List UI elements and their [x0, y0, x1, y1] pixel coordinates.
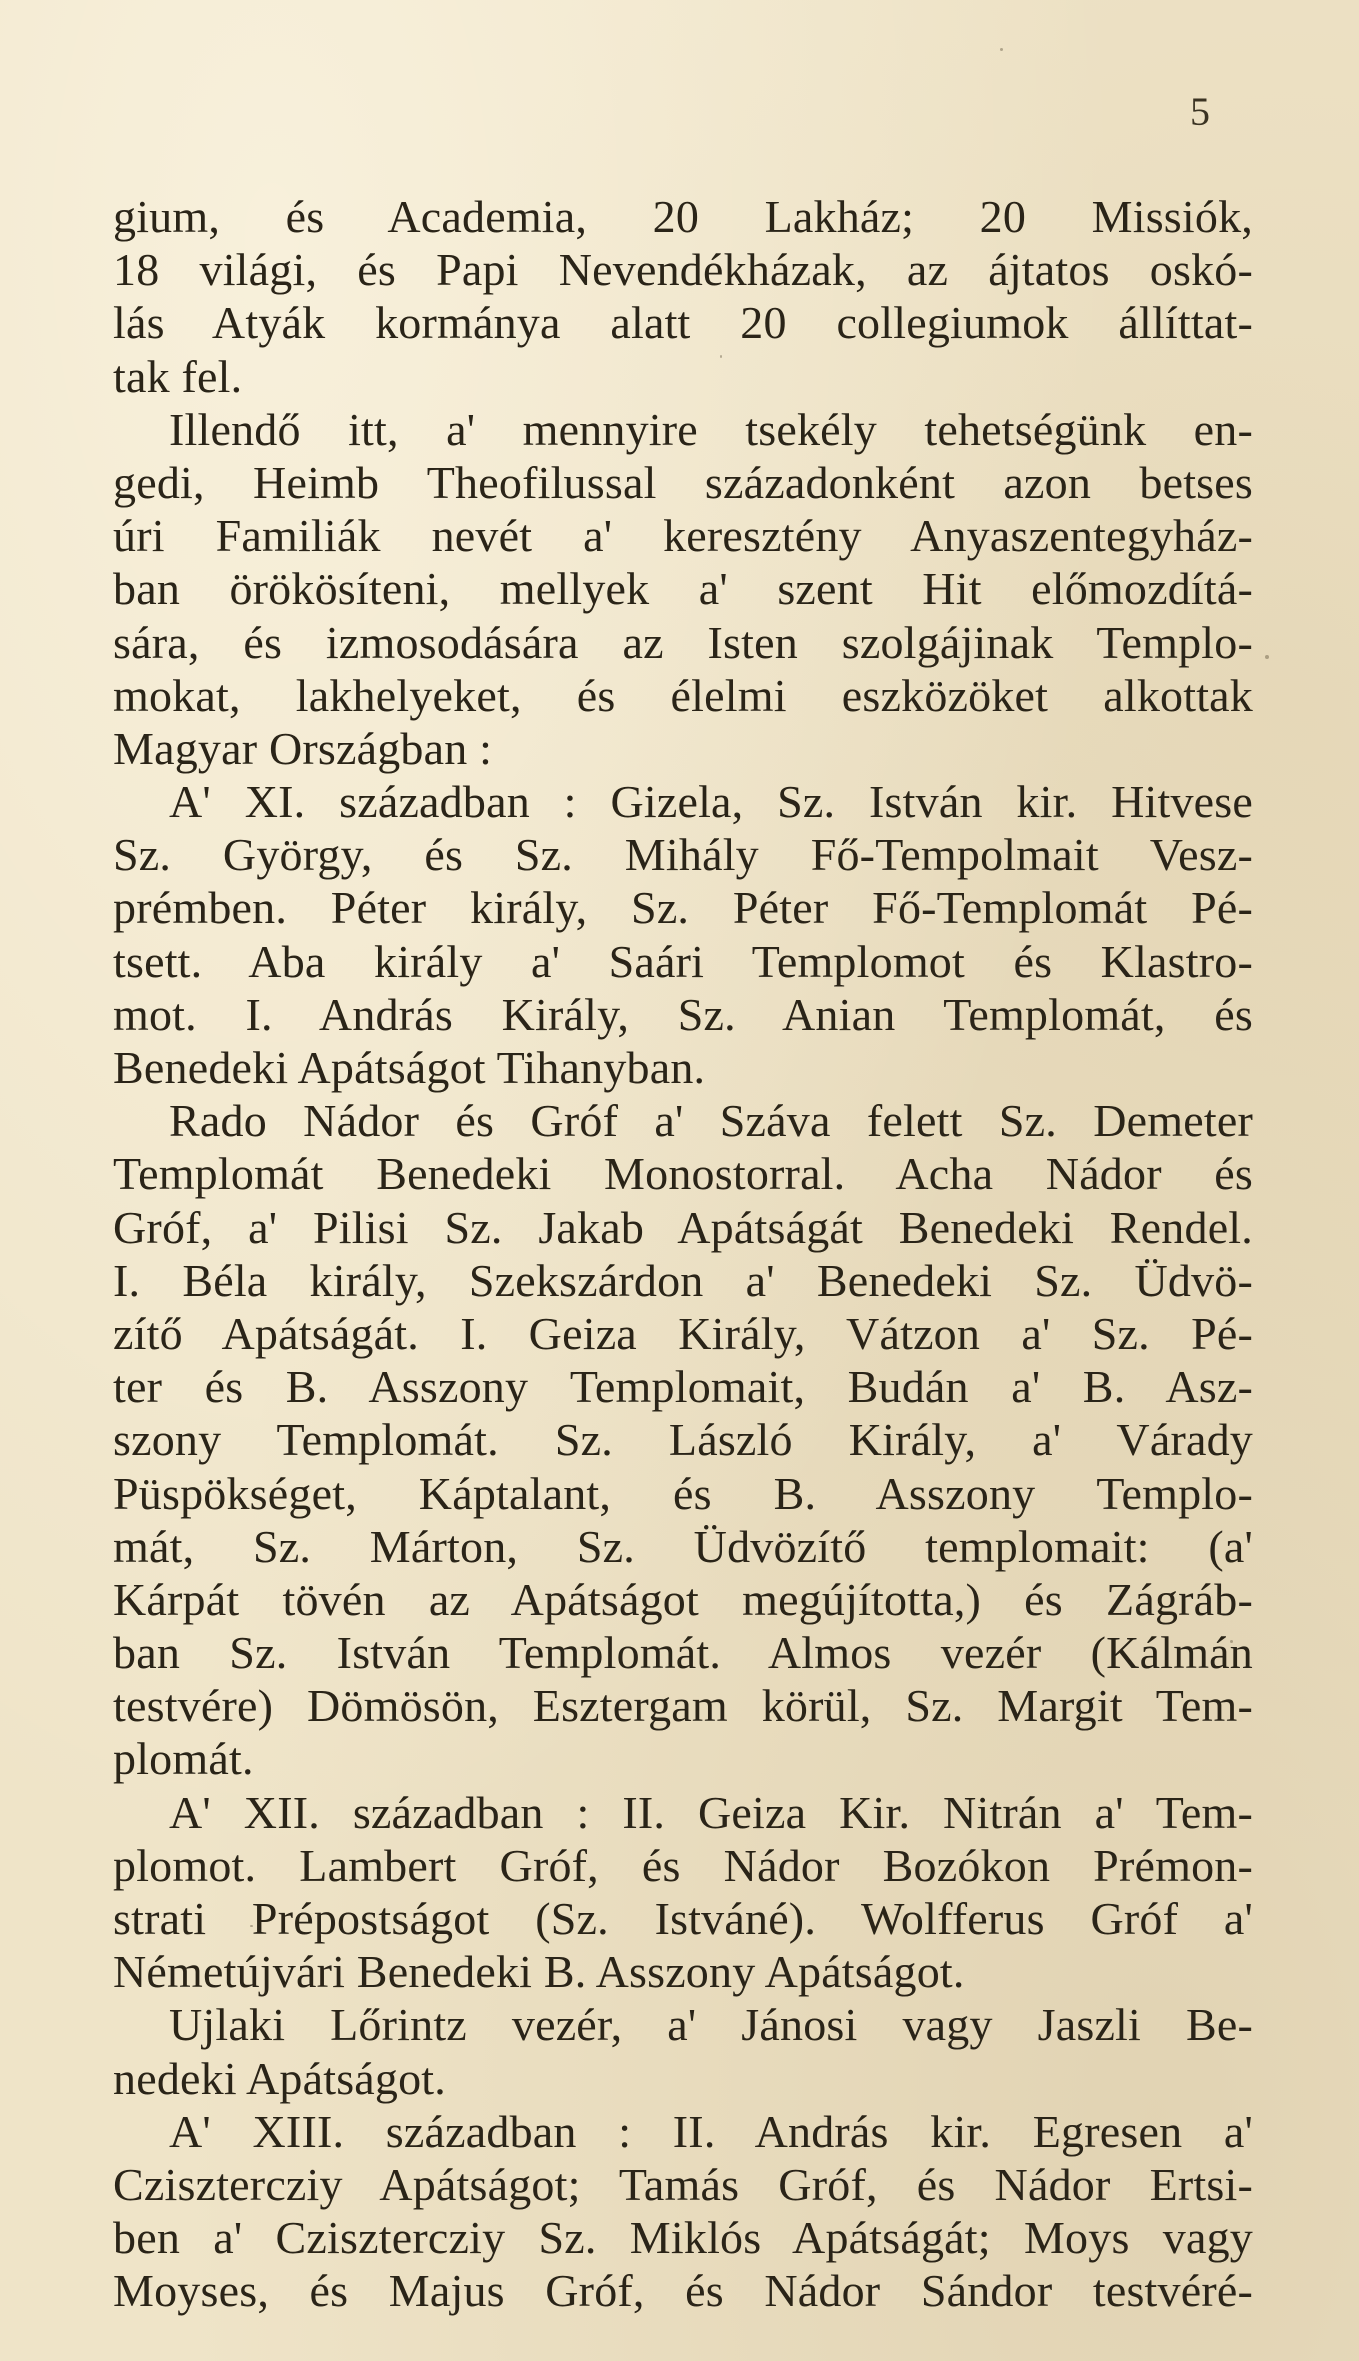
- text-line: plomát.: [113, 1733, 254, 1785]
- text-line: prémben. Péter király, Sz. Péter Fő-Templomát Pé-: [113, 882, 1253, 934]
- text-line: Benedeki Apátságot Tihanyban.: [113, 1042, 706, 1093]
- text-line: gedi, Heimb Theofilussal századonként azon betses: [113, 456, 1253, 508]
- page-number: 5: [1190, 89, 1210, 134]
- text-line: A' XI. században : Gizela, Sz. István kir. Hitvese: [169, 776, 1253, 828]
- text-line: tsett. Aba király a' Saári Templomot és Klastro-: [113, 935, 1253, 987]
- text-line: strati Prépostságot (Sz. Istváné). Wolfferus Gróf a': [113, 1893, 1253, 1944]
- text-line: Kárpát tövén az Apátságot megújította,) és Zágráb-: [113, 1573, 1253, 1625]
- text-line: A' XIII. században : II. András kir. Egresen a': [169, 2105, 1253, 2157]
- text-line: Ujlaki Lőrintz vezér, a' Jánosi vagy Jaszli Be-: [169, 1999, 1253, 2051]
- text-line: ban Sz. István Templomát. Almos vezér (Kálmán: [113, 1627, 1253, 1679]
- text-line: Templomát Benedeki Monostorral. Acha Nádor és: [113, 1148, 1253, 1200]
- text-line: testvére) Dömösön, Esztergam körül, Sz. Margit Tem-: [113, 1680, 1253, 1732]
- body-text: [113, 190, 1253, 2318]
- text-line: 18 világi, és Papi Nevendékházak, az ájtatos oskó-: [113, 244, 1253, 296]
- text-line: ben a' Czisztercziy Sz. Miklós Apátságát; Moys vagy: [113, 2212, 1253, 2264]
- text-line: I. Béla király, Szekszárdon a' Benedeki Sz. Üdvö-: [113, 1254, 1253, 1306]
- text-line: mot. I. András Király, Sz. Anian Templomát, és: [113, 988, 1253, 1040]
- text-line: Rado Nádor és Gróf a' Száva felett Sz. Demeter: [169, 1095, 1253, 1147]
- text-line: nedeki Apátságot.: [113, 2052, 446, 2104]
- text-line: mát, Sz. Márton, Sz. Üdvözítő templomait: (a': [113, 1520, 1253, 1572]
- text-line: Püspökséget, Káptalant, és B. Asszony Templo-: [113, 1467, 1253, 1519]
- text-line: gium, és Academia, 20 Lakház; 20 Missiók,: [113, 191, 1253, 242]
- text-line: Moyses, és Majus Gróf, és Nádor Sándor testvéré-: [113, 2265, 1253, 2317]
- text-line: zítő Apátságát. I. Geiza Király, Vátzon a' Sz. Pé-: [113, 1307, 1253, 1359]
- text-line: Gróf, a' Pilisi Sz. Jakab Apátságát Benedeki Rendel.: [113, 1201, 1253, 1253]
- text-line: sára, és izmosodására az Isten szolgájinak Templo-: [113, 616, 1253, 668]
- text-line: Németújvári Benedeki B. Asszony Apátságot.: [113, 1946, 965, 1998]
- text-line: lás Atyák kormánya alatt 20 collegiumok állíttat-: [113, 297, 1253, 349]
- text-line: úri Familiák nevét a' keresztény Anyaszentegyház-: [113, 510, 1253, 562]
- text-line: A' XII. században : II. Geiza Kir. Nitrán a' Tem-: [169, 1786, 1253, 1838]
- text-line: Magyar Országban :: [113, 722, 493, 774]
- text-line: Czisztercziy Apátságot; Tamás Gróf, és Nádor Ertsi-: [113, 2158, 1253, 2210]
- text-line: plomot. Lambert Gróf, és Nádor Bozókon Prémon-: [113, 1839, 1253, 1891]
- text-line: ban örökösíteni, mellyek a' szent Hit előmozdítá-: [113, 563, 1253, 615]
- text-line: ter és B. Asszony Templomait, Budán a' B. Asz-: [113, 1361, 1253, 1413]
- text-line: Sz. György, és Sz. Mihály Fő-Tempolmait Vesz-: [113, 829, 1253, 881]
- text-line: Illendő itt, a' mennyire tsekély tehetségünk en-: [169, 403, 1253, 455]
- text-line: tak fel.: [113, 350, 243, 402]
- text-line: mokat, lakhelyeket, és élelmi eszközöket alkottak: [113, 669, 1253, 721]
- text-line: szony Templomát. Sz. László Király, a' Várady: [113, 1414, 1253, 1466]
